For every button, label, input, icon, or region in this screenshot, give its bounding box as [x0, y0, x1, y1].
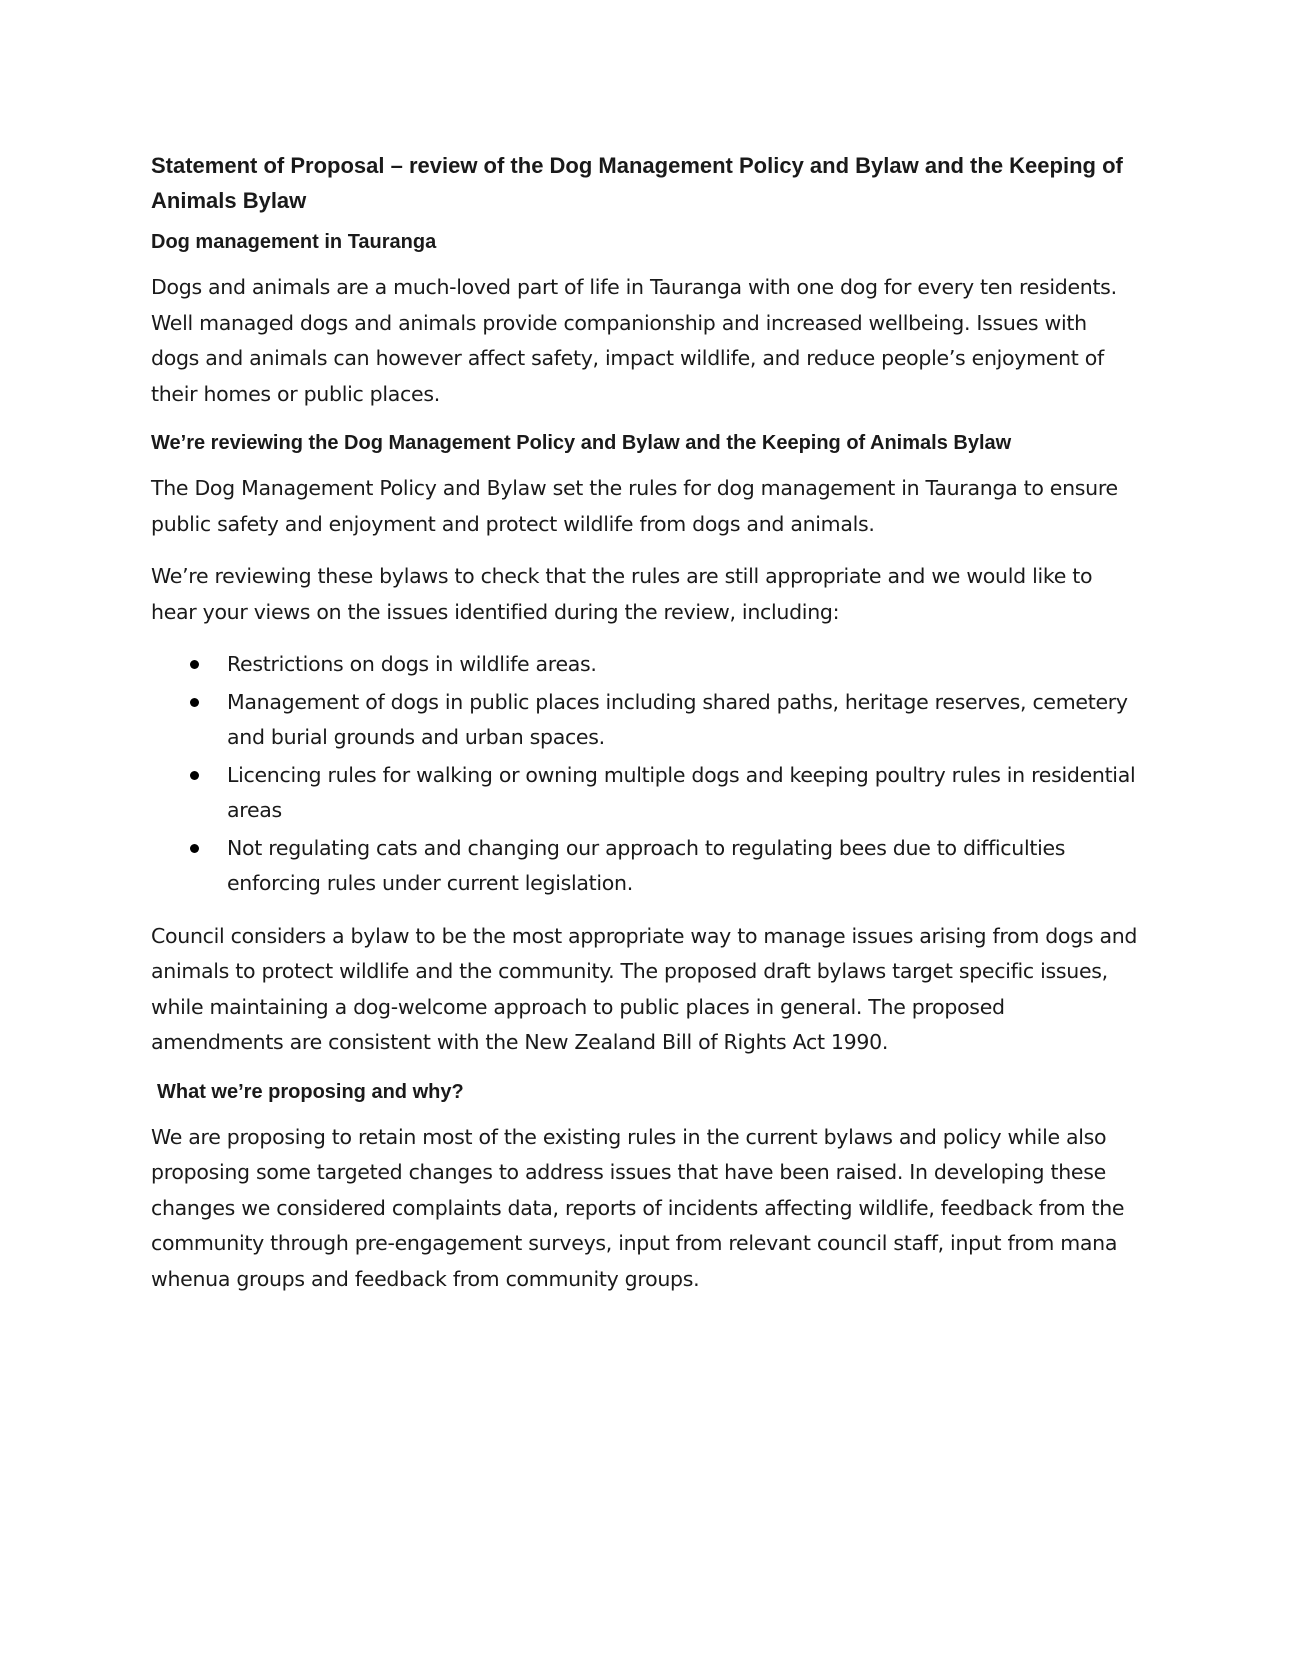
list-item — [151, 831, 1141, 902]
document-title: Statement of Proposal – review of the Dog Management Policy and Bylaw and the Keeping of Animals Bylaw — [151, 153, 1123, 213]
list-item-text: Management of dogs in public places including shared paths, heritage reserves, cemetery and burial grounds and urban spaces. — [227, 689, 1128, 749]
paragraph-intro: Dogs and animals are a much-loved part of life in Tauranga with one dog for every ten residents. Well managed dogs and animals provide companionship and increased wellbeing. Issues with dogs and animals can however affect safety, impact wildlife, and reduce people’s enjoyment of their homes or public places. — [151, 275, 1117, 406]
list-item-text: Not regulating cats and changing our approach to regulating bees due to difficulties enforcing rules under current legislation. — [227, 835, 1066, 895]
bullet-icon — [190, 771, 199, 780]
list-item-text: Licencing rules for walking or owning multiple dogs and keeping poultry rules in residential areas — [227, 762, 1136, 822]
paragraph-bylaw-rules: The Dog Management Policy and Bylaw set the rules for dog management in Tauranga to ensure public safety and enjoyment and protect wildlife from dogs and animals. — [151, 476, 1118, 536]
bullet-icon — [190, 660, 199, 669]
list-item — [151, 758, 1141, 829]
paragraph-reviewing: We’re reviewing these bylaws to check that the rules are still appropriate and we would like to hear your views on the issues identified during the review, including: — [151, 564, 1093, 624]
list-item — [151, 685, 1141, 756]
paragraph-proposing: We are proposing to retain most of the existing rules in the current bylaws and policy while also proposing some targeted changes to address issues that have been raised. In developing these changes we considered complaints data, reports of incidents affecting wildlife, feedback from the community through pre-engagement surveys, input from relevant council staff, input from mana whenua groups and feedback from community groups. — [151, 1124, 1125, 1291]
bullet-icon — [190, 844, 199, 853]
section-heading-review: We’re reviewing the Dog Management Policy and Bylaw and the Keeping of Animals Bylaw — [151, 432, 1012, 454]
list-item-text: Restrictions on dogs in wildlife areas. — [227, 652, 597, 676]
list-item — [151, 647, 1141, 683]
bullet-icon — [190, 698, 199, 707]
section-heading-dog-management: Dog management in Tauranga — [151, 231, 437, 253]
document-page — [151, 148, 1141, 1314]
issues-list — [151, 647, 1141, 902]
paragraph-council-considers: Council considers a bylaw to be the most appropriate way to manage issues arising from dogs and animals to protect wildlife and the community. The proposed draft bylaws target specific issues, while maintaining a dog-welcome approach to public places in general. The proposed amendments are consistent with the New Zealand Bill of Rights Act 1990. — [151, 923, 1138, 1054]
section-heading-proposing: What we’re proposing and why? — [157, 1080, 464, 1103]
